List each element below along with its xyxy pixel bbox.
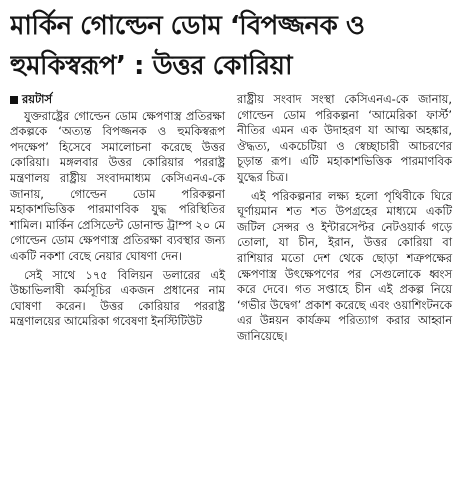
article-body [10, 92, 454, 348]
paragraph: সেই সাথে ১৭৫ বিলিয়ন ডলারের এই উচ্চাভিলাষী কর্মসূচির একজন প্রধানের নাম ঘোষণা করেন। উত্তর কোরিয়ার পররাষ্ট্র মন্ত্রণালয়ের আমেরিকা গবেষণা ইনস্টিটিউট [10, 267, 225, 329]
paragraph: এই পরিকল্পনার লক্ষ্য হলো পৃথিবীকে ঘিরে ঘূর্ণায়মান শত শত উপগ্রহের মাধ্যমে একটি জটিল সেন্সর ও ইন্টারসেপ্টর নেটওয়ার্ক গড়ে তোলা, যা চীন, ইরান, উত্তর কোরিয়া বা রাশিয়ার মতো দেশ থেকে ছোড়া শত্রুপক্ষের ক্ষেপণাস্ত্র উৎক্ষেপণের পর সেগুলোকে ধ্বংস করে দেবে। গত সপ্তাহে চীন এই প্রকল্প নিয়ে ‘গভীর উদ্বেগ’ প্রকাশ করেছে এবং ওয়াশিংটনকে এর উন্নয়ন কার্যক্রম পরিত্যাগ করার আহ্বান জানিয়েছে। [237, 188, 452, 343]
byline-square-icon [10, 96, 18, 104]
column-left [10, 92, 225, 348]
paragraph: যুক্তরাষ্ট্রের গোল্ডেন ডোম ক্ষেপণাস্ত্র প্রতিরক্ষা প্রকল্পকে ‘অত্যন্ত বিপজ্জনক ও হুমকিস্বরূপ পদক্ষেপ’ হিসেবে সমালোচনা করেছে উত্তর কোরিয়া। মঙ্গলবার উত্তর কোরিয়ার পররাষ্ট্র মন্ত্রণালয় রাষ্ট্রীয় সংবাদমাধ্যম কেসিএনএ-কে জানায়, গোল্ডেন ডোম পরিকল্পনা মহাকাশভিত্তিক পারমাণবিক যুদ্ধ পরিস্থিতির শামিল। মার্কিন প্রেসিডেন্ট ডোনাল্ড ট্রাম্প ২০ মে গোল্ডেন ডোম ক্ষেপণাস্ত্র প্রতিরক্ষা ব্যবস্থার জন্য একটি নকশা বেছে নেয়ার ঘোষণা দেন। [10, 108, 225, 263]
byline-text: রয়টার্স [22, 92, 53, 106]
paragraph: রাষ্ট্রীয় সংবাদ সংস্থা কেসিএনএ-কে জানায়, গোল্ডেন ডোম পরিকল্পনা ‘আমেরিকা ফার্স্ট’ নীতির এমন এক উদাহরণ যা আত্ম অহঙ্কার, ঔদ্ধত্য, একচেটিয়া ও স্বেচ্ছাচারী আচরণের চূড়ান্ত রূপ। এটি মহাকাশভিত্তিক পারমাণবিক যুদ্ধের চিত্র। [237, 92, 452, 184]
byline [10, 92, 225, 108]
column-right [237, 92, 452, 348]
headline-line-1: মার্কিন গোল্ডেন ডোম ‘বিপজ্জনক ও [10, 11, 365, 41]
headline-line-2: হুমকিস্বরূপ’ : উত্তর কোরিয়া [10, 51, 293, 81]
